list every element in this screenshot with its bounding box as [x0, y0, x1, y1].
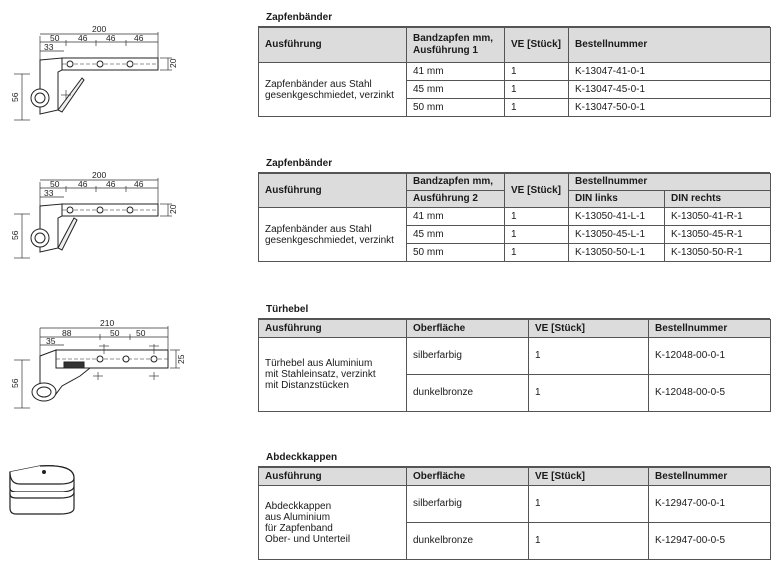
table-row — [259, 338, 771, 375]
cell-ve: 1 — [505, 208, 569, 226]
cell-size: 45 mm — [407, 81, 505, 99]
cell-size: 50 mm — [407, 99, 505, 117]
cell-ve: 1 — [505, 99, 569, 117]
section-title: Zapfenbänder — [258, 156, 770, 173]
cell-finish: dunkelbronze — [407, 375, 529, 412]
cell-ve: 1 — [529, 338, 649, 375]
header-bandzapfen-l1: Bandzapfen mm, — [407, 174, 505, 191]
table-row — [259, 208, 771, 226]
dim-total: 210 — [100, 318, 115, 328]
header-ve: VE [Stück] — [529, 468, 649, 486]
header-ausfuehrung: Ausführung — [259, 468, 407, 486]
cell-din-rechts: K-13050-45-R-1 — [665, 226, 771, 244]
cell-din-links: K-13050-41-L-1 — [569, 208, 665, 226]
dim-a: 50 — [50, 179, 60, 189]
description: Zapfenbänder aus Stahl gesenkgeschmiedet, verzinkt — [259, 208, 407, 262]
cell-ve: 1 — [529, 486, 649, 523]
cell-ve: 1 — [529, 375, 649, 412]
cell-finish: silberfarbig — [407, 486, 529, 523]
description: Zapfenbänder aus Stahl gesenkgeschmiedet, verzinkt — [259, 63, 407, 117]
section-tuerhebel — [258, 302, 770, 412]
cell-finish: dunkelbronze — [407, 523, 529, 560]
header-oberflaeche: Oberfläche — [407, 468, 529, 486]
description: Abdeckkappen aus Aluminium für Zapfenband Ober- und Unterteil — [259, 486, 407, 560]
drawing-zapfenband-2 — [0, 168, 190, 268]
header-din-rechts: DIN rechts — [665, 191, 771, 208]
section-zapfenbaender-1 — [258, 10, 770, 117]
header-bestellnummer: Bestellnummer — [649, 320, 771, 338]
table-row — [259, 486, 771, 523]
dim-e: 35 — [46, 336, 56, 346]
cell-ve: 1 — [505, 63, 569, 81]
cell-din-rechts: K-13050-41-R-1 — [665, 208, 771, 226]
dim-w: 25 — [176, 354, 186, 364]
header-bandzapfen: Bandzapfen mm, Ausführung 1 — [407, 28, 505, 63]
dim-b: 50 — [110, 328, 120, 338]
dim-e: 33 — [44, 188, 54, 198]
header-din-links: DIN links — [569, 191, 665, 208]
section-zapfenbaender-2 — [258, 156, 770, 262]
dim-c: 46 — [106, 33, 116, 43]
product-table — [258, 27, 771, 117]
dim-c: 50 — [136, 328, 146, 338]
header-bestellnummer: Bestellnummer — [569, 28, 771, 63]
dim-b: 46 — [78, 179, 88, 189]
cell-ve: 1 — [505, 81, 569, 99]
cell-size: 41 mm — [407, 208, 505, 226]
cell-size: 50 mm — [407, 244, 505, 262]
header-ve: VE [Stück] — [505, 174, 569, 208]
cell-order-number: K-12048-00-0-5 — [649, 375, 771, 412]
header-ausfuehrung: Ausführung — [259, 174, 407, 208]
header-ve: VE [Stück] — [529, 320, 649, 338]
drawing-zapfenband-1 — [0, 22, 190, 122]
header-ve: VE [Stück] — [505, 28, 569, 63]
drawing-tuerhebel — [0, 316, 190, 416]
table-row — [259, 63, 771, 81]
dim-a: 50 — [50, 33, 60, 43]
cell-din-links: K-13050-50-L-1 — [569, 244, 665, 262]
cell-order-number: K-12947-00-0-5 — [649, 523, 771, 560]
header-bandzapfen-l2: Ausführung 2 — [407, 191, 505, 208]
header-bestellnummer: Bestellnummer — [649, 468, 771, 486]
dim-b: 46 — [78, 33, 88, 43]
cell-ve: 1 — [505, 244, 569, 262]
cell-din-rechts: K-13050-50-R-1 — [665, 244, 771, 262]
section-abdeckkappen — [258, 450, 770, 560]
header-oberflaeche: Oberfläche — [407, 320, 529, 338]
dim-c: 46 — [106, 179, 116, 189]
dim-total: 200 — [92, 24, 107, 34]
dim-h: 56 — [10, 378, 20, 388]
section-title: Abdeckkappen — [258, 450, 770, 467]
dim-d: 46 — [134, 179, 144, 189]
header-bestellnummer: Bestellnummer — [569, 174, 771, 191]
dim-h: 56 — [10, 230, 20, 240]
product-table — [258, 173, 771, 262]
cell-order-number: K-13047-45-0-1 — [569, 81, 771, 99]
dim-total: 200 — [92, 170, 107, 180]
section-title: Türhebel — [258, 302, 770, 319]
cell-finish: silberfarbig — [407, 338, 529, 375]
cell-din-links: K-13050-45-L-1 — [569, 226, 665, 244]
header-ausfuehrung: Ausführung — [259, 320, 407, 338]
dim-h: 56 — [10, 92, 20, 102]
description: Türhebel aus Aluminium mit Stahleinsatz, verzinkt mit Distanzstücken — [259, 338, 407, 412]
dim-a: 88 — [62, 328, 72, 338]
dim-e: 33 — [44, 42, 54, 52]
cell-order-number: K-12048-00-0-1 — [649, 338, 771, 375]
product-table — [258, 319, 771, 412]
cell-order-number: K-13047-41-0-1 — [569, 63, 771, 81]
cell-ve: 1 — [505, 226, 569, 244]
dim-d: 46 — [134, 33, 144, 43]
dim-w: 20 — [168, 58, 178, 68]
section-title: Zapfenbänder — [258, 10, 770, 27]
cell-size: 41 mm — [407, 63, 505, 81]
product-table — [258, 467, 771, 560]
cell-ve: 1 — [529, 523, 649, 560]
header-ausfuehrung: Ausführung — [259, 28, 407, 63]
cell-order-number: K-12947-00-0-1 — [649, 486, 771, 523]
cell-size: 45 mm — [407, 226, 505, 244]
drawing-abdeckkappen — [0, 458, 100, 518]
dim-w: 20 — [168, 204, 178, 214]
cell-order-number: K-13047-50-0-1 — [569, 99, 771, 117]
